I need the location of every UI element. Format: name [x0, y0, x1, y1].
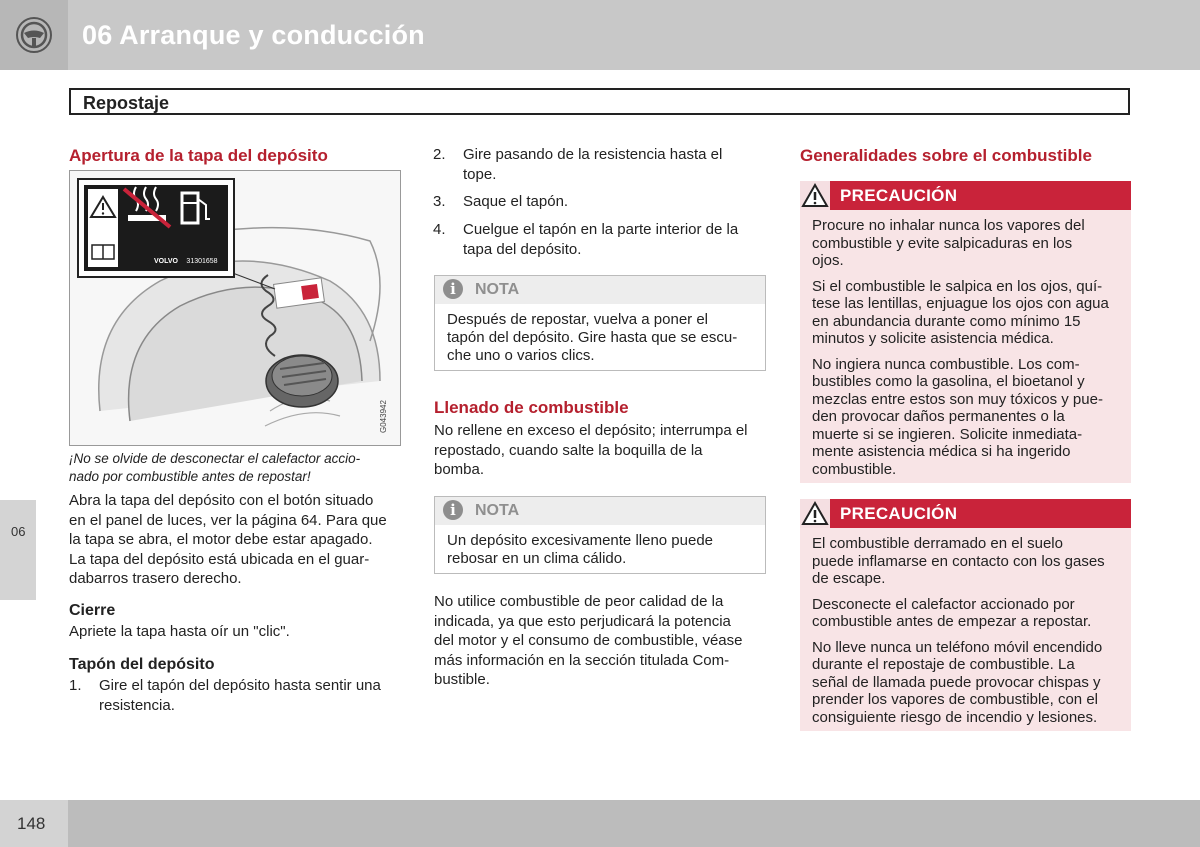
text-line: Abra la tapa del depósito con el botón situado [69, 492, 374, 509]
list-number: 3. [433, 193, 446, 210]
caption-line: ¡No se olvide de desconectar el calefactor accio- [69, 451, 361, 466]
text-line: Gire el tapón del depósito hasta sentir una [99, 677, 381, 694]
chapter-side-tab [0, 500, 36, 600]
heading-cierre: Cierre [69, 602, 116, 619]
list-text [463, 192, 568, 212]
section-title-box [69, 88, 1130, 115]
text-line: bustible. [434, 671, 490, 688]
text-line: No utilice combustible de peor calidad de la [434, 593, 724, 610]
label-brand-text: VOLVO [154, 258, 178, 265]
text-line: durante el repostaje de combustible. La [812, 656, 1075, 673]
text-line: No ingiera nunca combustible. Los com- [812, 355, 1080, 373]
list-number: 4. [433, 221, 446, 238]
figure-code-text: G043942 [379, 400, 388, 433]
nota-header [435, 276, 765, 304]
text-line: minutos y solicite asistencia médica. [812, 330, 1054, 347]
nota-label: NOTA [475, 502, 520, 519]
header-icon-box [0, 0, 68, 70]
warning-icon-box [800, 181, 830, 210]
page-number-box [0, 800, 68, 847]
text-line: ojos. [812, 252, 844, 269]
chapter-title: 06 Arranque y conducción [82, 20, 425, 50]
text-line: Después de repostar, vuelva a poner el [447, 311, 708, 328]
text-line: Un depósito excesivamente lleno puede [447, 532, 714, 549]
list-item [69, 676, 404, 716]
warning-header [800, 181, 1131, 210]
warning-label: PRECAUCIÓN [840, 186, 958, 205]
nota-text [447, 532, 713, 568]
fuel-cap-illustration [70, 171, 400, 445]
text-line: tapón del depósito. Gire hasta que se escu- [447, 329, 738, 346]
text-line: indicada, ya que esto perjudicará la potencia [434, 612, 731, 630]
text-line: tope. [463, 165, 497, 183]
text-line: combustible y evite salpicaduras en los [812, 234, 1073, 252]
warning-triangle-icon [800, 499, 830, 528]
nota-label: NOTA [475, 281, 520, 298]
caption-line: nado por combustible antes de repostar! [69, 469, 311, 484]
text-line: más información en la sección titulada Com- [434, 651, 730, 669]
warning-triangle-icon [800, 181, 830, 210]
text-line: rebosar en un clima cálido. [447, 550, 627, 567]
text-line: tese las lentillas, enjuague los ojos con agua [812, 295, 1109, 312]
list-text [463, 220, 738, 259]
text-line: consiguiente riesgo de incendio y lesiones. [812, 708, 1098, 726]
figure-caption [69, 450, 401, 486]
text-line: del motor y el consumo de combustible, véase [434, 632, 743, 649]
text-line: de escape. [812, 570, 886, 587]
list-number: 1. [69, 677, 82, 694]
text-line: puede inflamarse en contacto con los gases [812, 552, 1105, 570]
heading-generalidades: Generalidades sobre el combustible [800, 146, 1092, 165]
text-line: Procure no inhalar nunca los vapores del [812, 217, 1085, 234]
info-icon: i [443, 279, 463, 299]
text-line: combustible antes de empezar a repostar. [812, 613, 1092, 630]
list-item [433, 220, 768, 260]
text-line: señal de llamada puede provocar chispas y [812, 673, 1101, 691]
paragraph-cierre: Apriete la tapa hasta oír un "clic". [69, 623, 290, 640]
text-line: El combustible derramado en el suelo [812, 535, 1063, 552]
text-line: prender los vapores de combustible, con el [812, 691, 1098, 708]
fuel-cap-figure [69, 170, 401, 446]
heading-tapon: Tapón del depósito [69, 656, 215, 673]
page-header [0, 0, 1200, 70]
paragraph-llenado [434, 421, 769, 480]
text-line: No rellene en exceso el depósito; interrumpa el [434, 422, 748, 439]
list-text [99, 676, 381, 715]
label-code-text: 31301658 [186, 258, 218, 265]
heading-llenado: Llenado de combustible [434, 398, 629, 417]
paragraph-apertura [69, 491, 404, 589]
nota-text [447, 311, 737, 365]
nota-box [434, 496, 766, 574]
text-line: muerte si se ingieren. Solicite inmediata- [812, 425, 1083, 443]
text-line: repostado, cuando salte la boquilla de la [434, 441, 703, 459]
side-tab-label: 06 [11, 524, 26, 539]
text-line: Si el combustible le salpica en los ojos, quí- [812, 277, 1103, 295]
list-item [433, 192, 768, 212]
text-line: mente asistencia médica si ha ingerido [812, 443, 1071, 460]
nota-header [435, 497, 765, 525]
list-item [433, 145, 768, 185]
warning-text [812, 217, 1124, 478]
text-line: che uno o varios clics. [447, 347, 595, 364]
warning-box [800, 499, 1131, 731]
text-line: Saque el tapón. [463, 193, 569, 210]
text-line: en el panel de luces, ver la página 64. Para que [69, 511, 387, 529]
text-line: No lleve nunca un teléfono móvil encendido [812, 638, 1103, 656]
page-number: 148 [17, 814, 46, 833]
heading-apertura: Apertura de la tapa del depósito [69, 146, 328, 165]
text-line: mezclas entre estos son muy tóxicos y pue- [812, 390, 1103, 408]
text-line: bomba. [434, 461, 485, 478]
warning-header [800, 499, 1131, 528]
warning-text [812, 535, 1124, 726]
text-line: la tapa se abra, el motor debe estar apagado. [69, 531, 373, 548]
steering-wheel-icon [0, 0, 68, 70]
warning-box [800, 181, 1131, 483]
paragraph-calidad [434, 592, 769, 690]
nota-box [434, 275, 766, 371]
text-line: Desconecte el calefactor accionado por [812, 595, 1075, 613]
info-icon: i [443, 500, 463, 520]
text-line: en abundancia durante como mínimo 15 [812, 312, 1081, 330]
text-line: combustible. [812, 460, 897, 478]
text-line: Gire pasando de la resistencia hasta el [463, 146, 723, 163]
section-title: Repostaje [83, 93, 170, 113]
warning-icon-box [800, 499, 830, 528]
text-line: den provocar daños permanentes o la [812, 408, 1065, 425]
text-line: La tapa del depósito está ubicada en el guar- [69, 550, 370, 568]
list-text [463, 145, 722, 184]
text-line: Cuelgue el tapón en la parte interior de la [463, 221, 739, 238]
text-line: tapa del depósito. [463, 240, 582, 258]
list-number: 2. [433, 146, 446, 163]
page-footer [0, 800, 1200, 847]
text-line: bustibles como la gasolina, el bioetanol y [812, 373, 1085, 390]
text-line: resistencia. [99, 696, 175, 714]
text-line: dabarros trasero derecho. [69, 570, 242, 587]
warning-label: PRECAUCIÓN [840, 504, 958, 523]
